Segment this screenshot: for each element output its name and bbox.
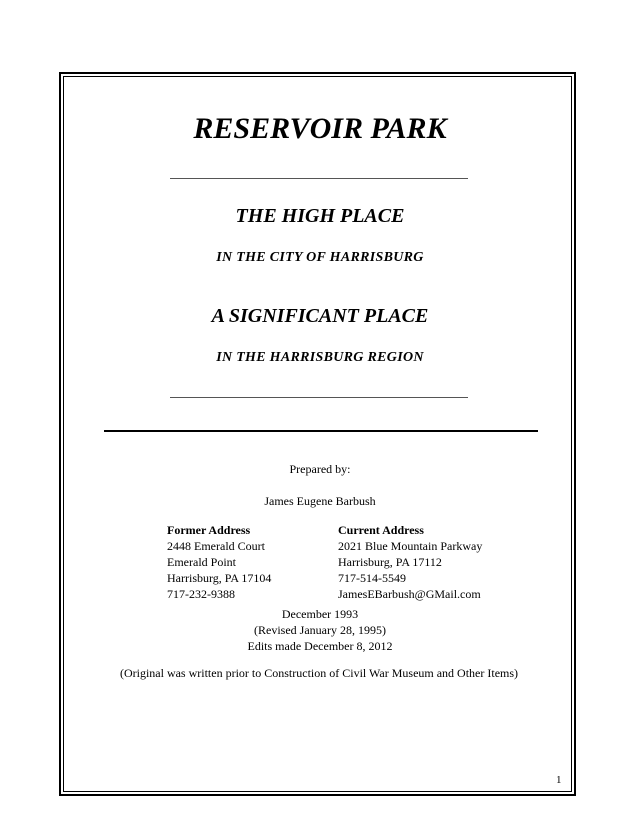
former-address-line: 2448 Emerald Court xyxy=(167,539,265,553)
title-underline xyxy=(170,178,468,179)
prepared-by-label: Prepared by: xyxy=(289,462,351,476)
section-divider-thin xyxy=(170,397,468,398)
section-divider-thick xyxy=(104,430,538,432)
current-address-line: Harrisburg, PA 17112 xyxy=(338,555,442,569)
former-address-line: Harrisburg, PA 17104 xyxy=(167,571,272,585)
date-revised: (Revised January 28, 1995) xyxy=(254,623,386,637)
current-address-email: JamesEBarbush@GMail.com xyxy=(338,587,481,601)
page-number: 1 xyxy=(556,774,562,786)
subtitle-high-place: THE HIGH PLACE xyxy=(235,205,405,227)
former-address-header: Former Address xyxy=(167,523,251,537)
current-address-header: Current Address xyxy=(338,523,424,537)
current-address-block xyxy=(338,522,482,602)
date-original: December 1993 xyxy=(281,607,359,621)
current-address-phone: 717-514-5549 xyxy=(338,571,406,585)
former-address-line: Emerald Point xyxy=(167,555,236,569)
subline-city: IN THE CITY OF HARRISBURG xyxy=(216,250,424,265)
page-inner-border xyxy=(63,76,572,792)
subtitle-significant-place: A SIGNIFICANT PLACE xyxy=(211,305,429,327)
document-title: RESERVOIR PARK xyxy=(193,112,447,145)
author-name: James Eugene Barbush xyxy=(264,494,376,508)
former-address-block xyxy=(167,522,271,602)
current-address-line: 2021 Blue Mountain Parkway xyxy=(338,539,483,553)
date-edits: Edits made December 8, 2012 xyxy=(247,639,393,653)
construction-note: (Original was written prior to Construction of Civil War Museum and Other Items) xyxy=(119,666,519,680)
former-address-phone: 717-232-9388 xyxy=(167,587,235,601)
subline-region: IN THE HARRISBURG REGION xyxy=(216,350,424,365)
